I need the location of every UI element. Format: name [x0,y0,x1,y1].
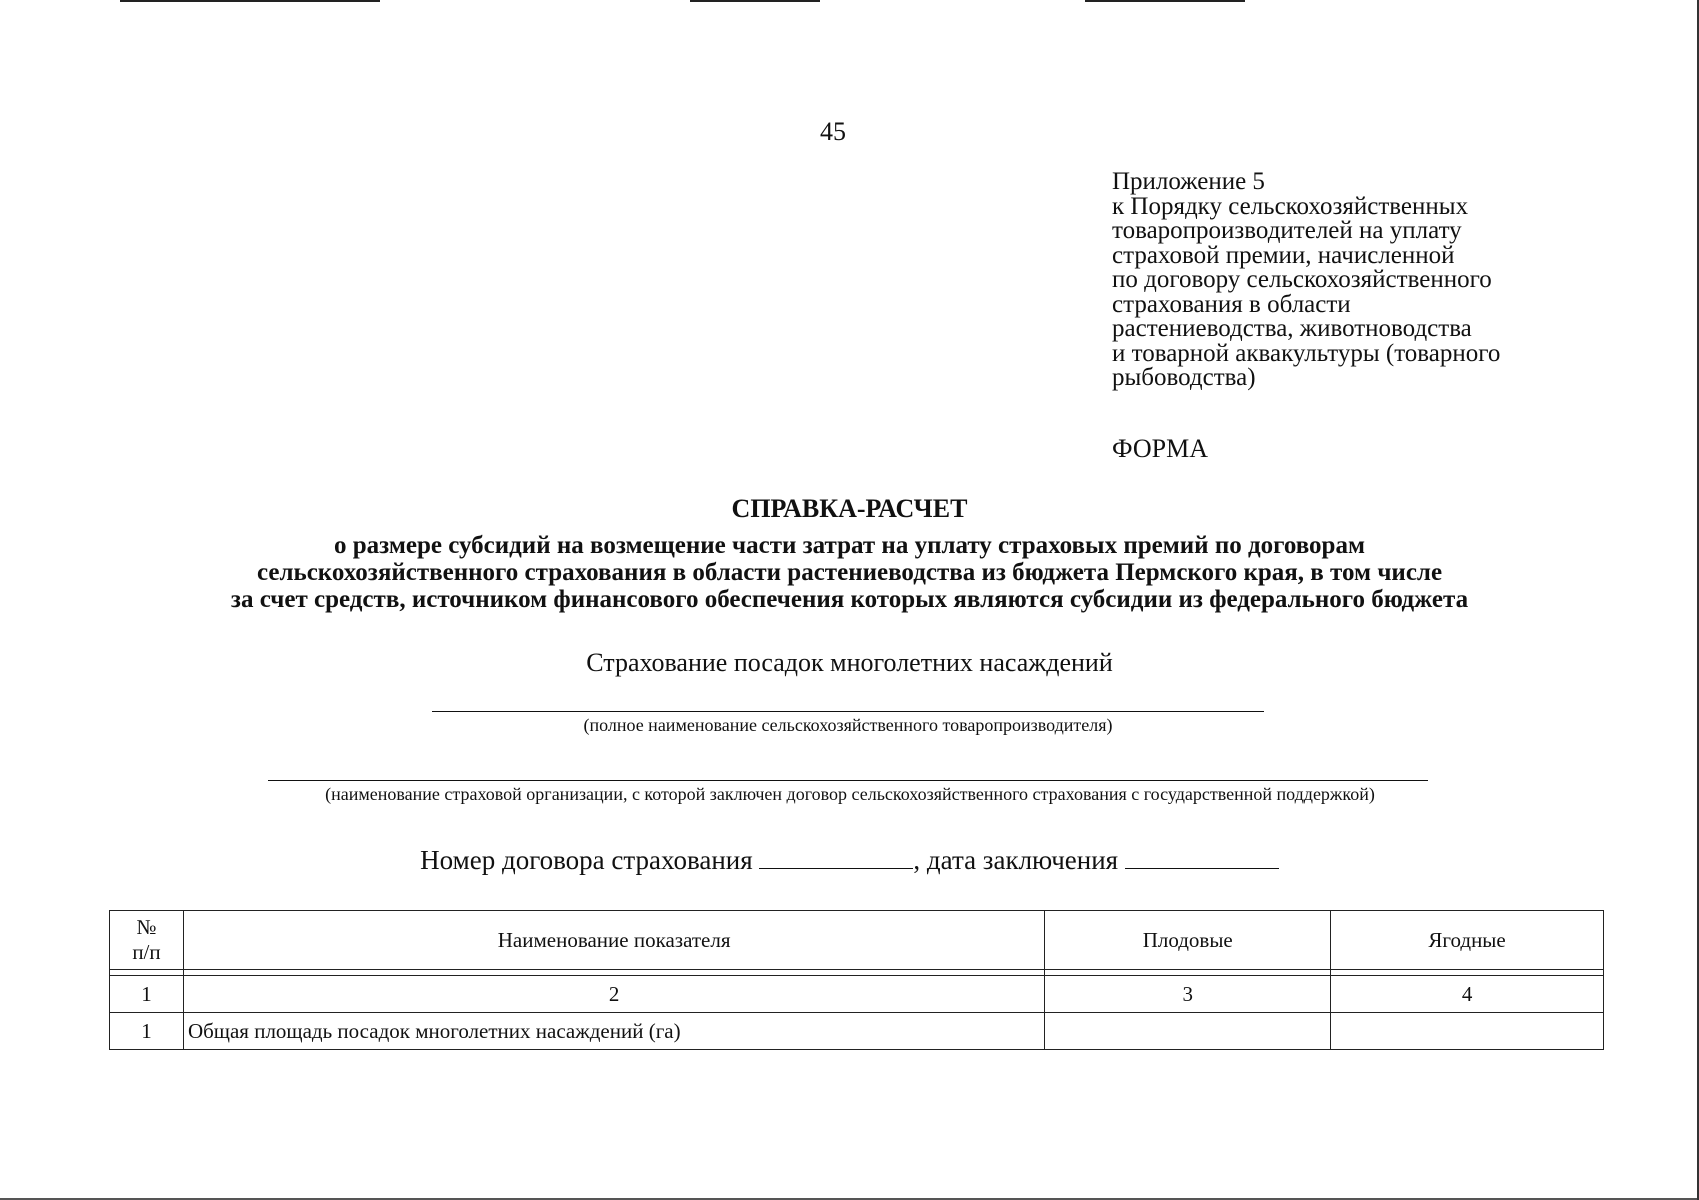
appendix-line: к Порядку сельскохозяйственных [1112,192,1469,220]
scan-edge-top [690,0,820,2]
column-header: Наименование показателя [183,911,1044,970]
table-row [110,1013,1604,1050]
column-header: Ягодные [1331,911,1604,970]
contract-date-field[interactable] [1125,848,1279,869]
document-subtitle [0,532,1699,613]
fruit-value-cell[interactable] [1045,1013,1331,1050]
scan-edge-top [1085,0,1245,2]
appendix-line: страхования в области [1112,290,1351,318]
form-label: ФОРМА [1112,434,1208,463]
appendix-line: страховой премии, начисленной [1112,241,1455,269]
appendix-block [1112,170,1592,391]
table-header-row [110,911,1604,970]
appendix-line: по договору сельскохозяйственного [1112,266,1492,293]
scan-edge-top [120,0,380,2]
appendix-line: рыбоводства) [1112,364,1256,391]
insurance-type: Страхование посадок многолетних насаждений [586,648,1113,677]
appendix-line: и товарной аквакультуры (товарного [1112,339,1501,367]
column-number: 3 [1045,976,1331,1013]
column-number: 4 [1331,976,1604,1013]
column-number-row [110,976,1604,1013]
producer-caption: (полное наименование сельскохозяйственного товаропроизводителя) [583,715,1113,735]
subtitle-line: сельскохозяйственного страхования в области растениеводства из бюджета Пермского края, в том числе [256,559,1443,586]
appendix-line: растениеводства, животноводства [1112,315,1472,342]
contract-line [0,845,1699,876]
insurer-caption: (наименование страховой организации, с которой заключен договор сельскохозяйственного страхования с государственной поддержкой) [325,784,1375,804]
berry-value-cell[interactable] [1331,1013,1604,1050]
subtitle-line: о размере субсидий на возмещение части затрат на уплату страховых премий по договорам [333,532,1365,559]
contract-number-label: Номер договора страхования [420,845,753,875]
subtitle-line: за счет средств, источником финансового обеспечения которых являются субсидии из федерального бюджета [230,586,1469,613]
contract-date-label: , дата заключения [913,845,1119,875]
document-title: СПРАВКА-РАСЧЕТ [731,494,968,523]
row-number: 1 [110,1013,184,1050]
appendix-line: товаропроизводителей на уплату [1112,217,1462,244]
contract-number-field[interactable] [759,848,913,869]
column-header: Плодовые [1045,911,1331,970]
column-number: 2 [183,976,1044,1013]
indicators-table [109,910,1604,1050]
appendix-line: Приложение 5 [1112,168,1265,195]
column-number: 1 [110,976,184,1013]
insurer-name-field[interactable] [268,780,1428,781]
column-header: № п/п [110,911,184,970]
indicator-name: Общая площадь посадок многолетних насаждений (га) [183,1013,1044,1050]
producer-name-field[interactable] [432,711,1264,712]
page-number: 45 [820,117,846,146]
